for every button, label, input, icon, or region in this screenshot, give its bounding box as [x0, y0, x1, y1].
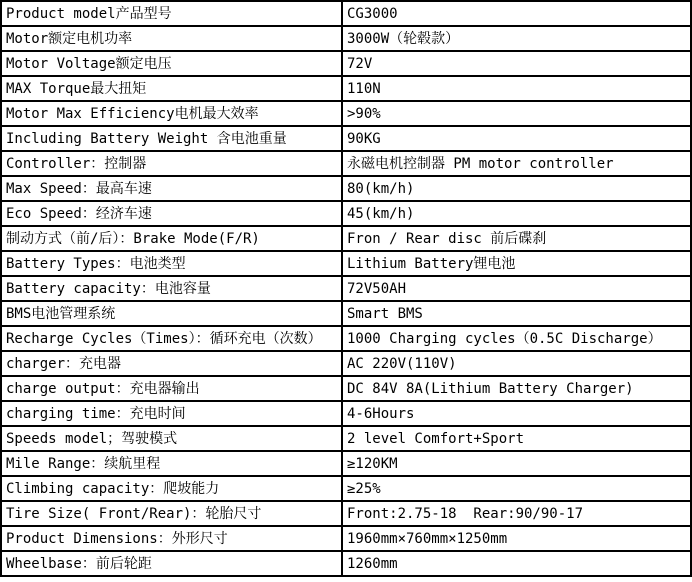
spec-value: AC 220V(110V) [342, 351, 691, 376]
spec-value: DC 84V 8A(Lithium Battery Charger) [342, 376, 691, 401]
spec-label: Battery capacity：电池容量 [1, 276, 342, 301]
spec-label: Recharge Cycles（Times）：循环充电（次数） [1, 326, 342, 351]
spec-label: charger：充电器 [1, 351, 342, 376]
spec-value: ≥25% [342, 476, 691, 501]
spec-label: Max Speed：最高车速 [1, 176, 342, 201]
spec-value: 110N [342, 76, 691, 101]
spec-value: 90KG [342, 126, 691, 151]
table-row [1, 176, 691, 201]
table-row [1, 101, 691, 126]
spec-label: Product Dimensions：外形尺寸 [1, 526, 342, 551]
table-row [1, 151, 691, 176]
spec-value: 永磁电机控制器 PM motor controller [342, 151, 691, 176]
spec-label: charge output：充电器输出 [1, 376, 342, 401]
table-row [1, 351, 691, 376]
spec-label: Motor Max Efficiency电机最大效率 [1, 101, 342, 126]
spec-label: Eco Speed：经济车速 [1, 201, 342, 226]
table-row [1, 426, 691, 451]
table-row [1, 451, 691, 476]
spec-label: Motor Voltage额定电压 [1, 51, 342, 76]
spec-value: 72V50AH [342, 276, 691, 301]
spec-label: charging time：充电时间 [1, 401, 342, 426]
spec-value: >90% [342, 101, 691, 126]
spec-value: Lithium Battery锂电池 [342, 251, 691, 276]
spec-value: 3000W（轮毂款） [342, 26, 691, 51]
table-row [1, 1, 691, 26]
table-row [1, 501, 691, 526]
spec-value: 1000 Charging cycles（0.5C Discharge） [342, 326, 691, 351]
table-row [1, 476, 691, 501]
spec-label: Controller：控制器 [1, 151, 342, 176]
spec-label: Speeds model；驾驶模式 [1, 426, 342, 451]
table-row [1, 326, 691, 351]
spec-value: 1260mm [342, 551, 691, 576]
spec-label: Mile Range：续航里程 [1, 451, 342, 476]
spec-label: BMS电池管理系统 [1, 301, 342, 326]
table-row [1, 526, 691, 551]
spec-value: 4-6Hours [342, 401, 691, 426]
table-row [1, 401, 691, 426]
spec-label: MAX Torque最大扭矩 [1, 76, 342, 101]
spec-value: Front:2.75-18 Rear:90/90-17 [342, 501, 691, 526]
spec-value: CG3000 [342, 1, 691, 26]
spec-value: 2 level Comfort+Sport [342, 426, 691, 451]
spec-label: 制动方式（前/后）：Brake Mode(F/R) [1, 226, 342, 251]
spec-label: Climbing capacity：爬坡能力 [1, 476, 342, 501]
spec-value: Smart BMS [342, 301, 691, 326]
table-row [1, 26, 691, 51]
spec-value: 80(km/h) [342, 176, 691, 201]
spec-label: Wheelbase：前后轮距 [1, 551, 342, 576]
table-row [1, 226, 691, 251]
table-row [1, 376, 691, 401]
table-row [1, 51, 691, 76]
spec-value: 1960mm×760mm×1250mm [342, 526, 691, 551]
spec-value: ≥120KM [342, 451, 691, 476]
spec-label: Battery Types：电池类型 [1, 251, 342, 276]
spec-value: Fron / Rear disc 前后碟刹 [342, 226, 691, 251]
table-row [1, 301, 691, 326]
table-row [1, 251, 691, 276]
spec-value: 45(km/h) [342, 201, 691, 226]
spec-label: Motor额定电机功率 [1, 26, 342, 51]
table-row [1, 276, 691, 301]
spec-label: Tire Size( Front/Rear)：轮胎尺寸 [1, 501, 342, 526]
spec-label: Product model产品型号 [1, 1, 342, 26]
table-row [1, 201, 691, 226]
table-row [1, 126, 691, 151]
spec-label: Including Battery Weight 含电池重量 [1, 126, 342, 151]
table-row [1, 76, 691, 101]
table-row [1, 551, 691, 576]
spec-value: 72V [342, 51, 691, 76]
